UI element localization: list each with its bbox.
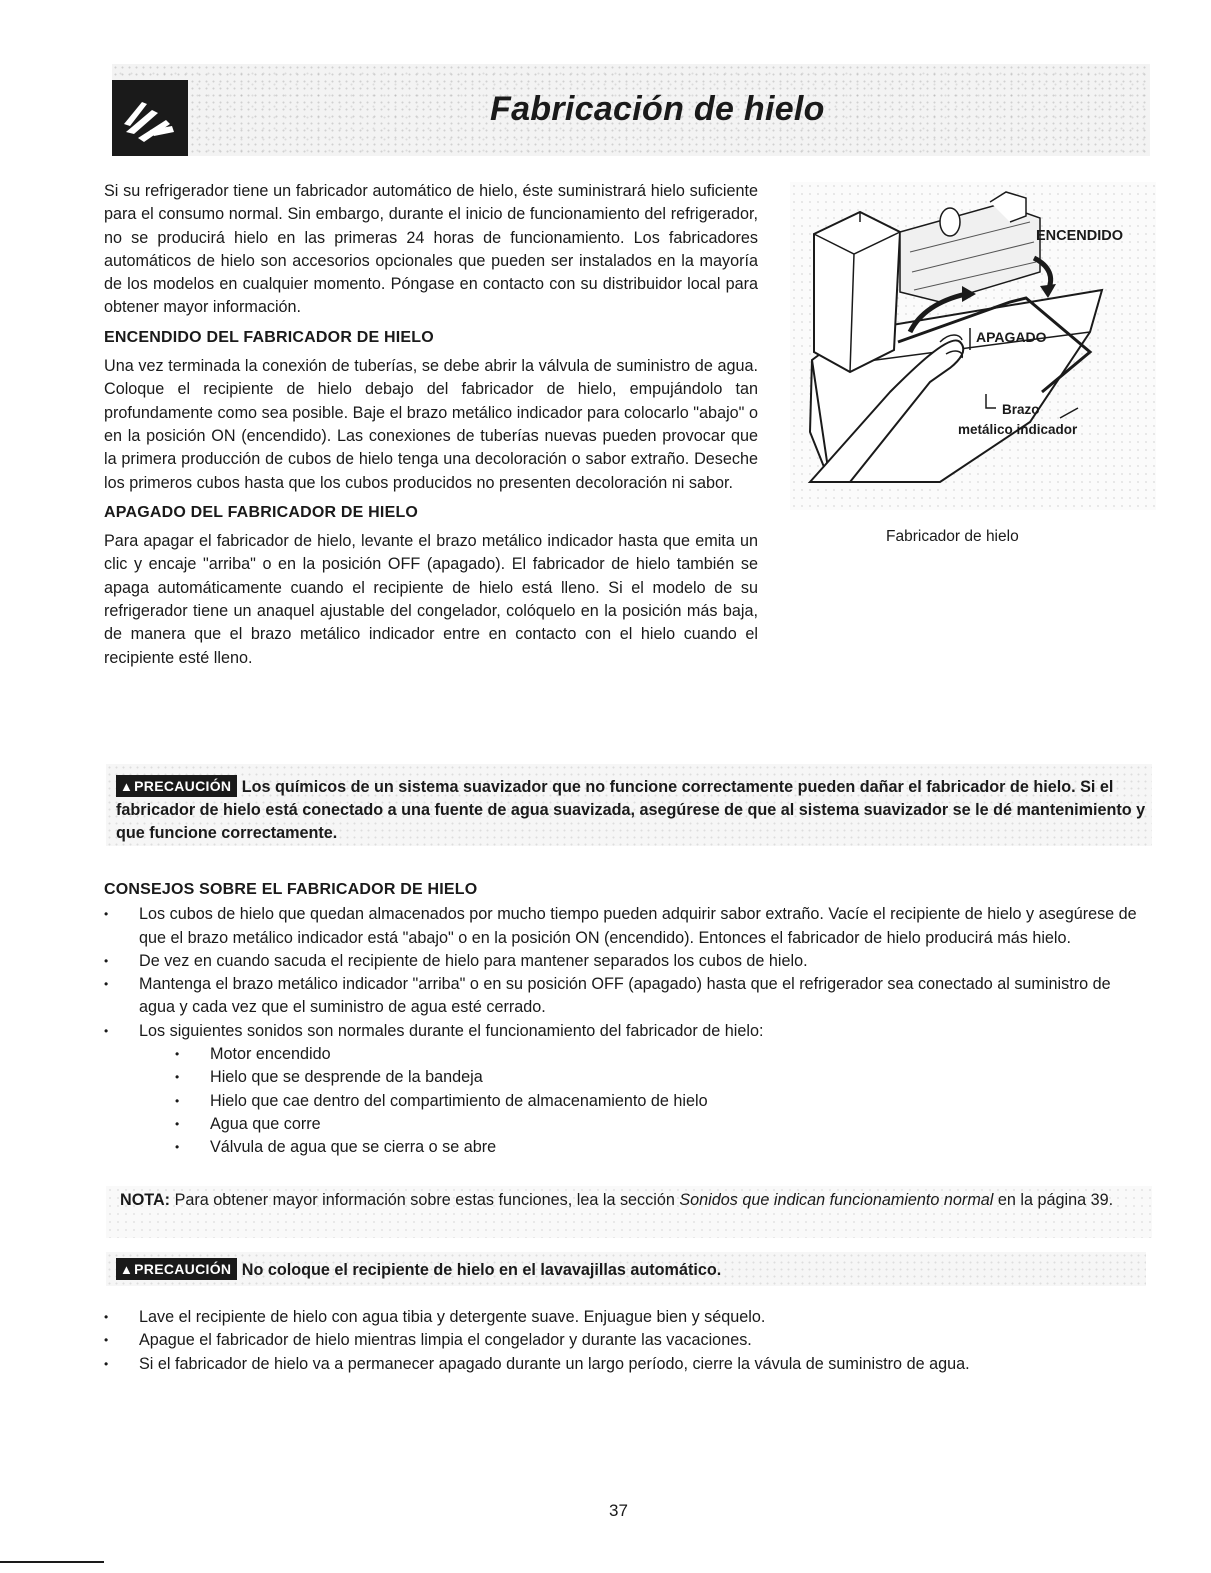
sound-item: • Agua que corre (139, 1113, 1150, 1136)
list-item: • Los cubos de hielo que quedan almacenados por mucho tiempo pueden adquirir sabor extraño. Vacíe el recipiente de hielo y asegúrese de que el brazo metálico indicador está "abajo" o en la posición ON (encendido). Entonces el fabricador de hielo producirá más hielo. (104, 903, 1150, 950)
note-text-before: Para obtener mayor información sobre estas funciones, lea la sección (174, 1191, 675, 1209)
note-box (106, 1186, 1152, 1238)
caution-badge: ▲PRECAUCIÓN (116, 775, 237, 797)
sound-item: • Hielo que se desprende de la bandeja (139, 1066, 1150, 1089)
section-body-on: Una vez terminada la conexión de tuberías, se debe abrir la válvula de suministro de agua. Coloque el recipiente de hielo debajo del fabricador de hielo, empujándolo tan profundamente como sea posible. Baje el brazo metálico indicador para colocarlo "abajo" o en la posición ON (encendido). Las conexiones de tuberías nuevas pueden provocar que la primera producción de cubos de hielo tenga una decoloración o sabor extraño. Deseche los primeros cubos hasta que los cubos producidos no presenten decoloración ni sabor. (104, 357, 758, 492)
sound-item: • Hielo que cae dentro del compartimiento de almacenamiento de hielo (139, 1090, 1150, 1113)
section-heading-off: APAGADO DEL FABRICADOR DE HIELO (104, 503, 419, 521)
list-item: • Mantenga el brazo metálico indicador "arriba" o en su posición OFF (apagado) hasta que el refrigerador sea conectado al suministro de agua y cada vez que el suministro de agua esté cerrado. (104, 973, 1150, 1020)
figure-caption: Fabricador de hielo (886, 528, 1019, 545)
tips-list (104, 903, 1150, 1159)
list-item: • De vez en cuando sacuda el recipiente de hielo para mantener separados los cubos de hielo. (104, 950, 1150, 973)
section-heading-on: ENCENDIDO DEL FABRICADOR DE HIELO (104, 328, 434, 346)
care-list (104, 1306, 1154, 1376)
caution-box-softener (106, 764, 1152, 846)
label-arm-1: Brazo (1002, 402, 1040, 417)
list-item: • Lave el recipiente de hielo con agua tibia y detergente suave. Enjuague bien y séquelo. (104, 1306, 1154, 1329)
sound-item: • Válvula de agua que se cierra o se abre (139, 1136, 1150, 1159)
note-text-after: en la página 39. (997, 1191, 1114, 1209)
page-number: 37 (609, 1501, 628, 1520)
caution-text-softener: Los químicos de un sistema suavizador que no funcione correctamente pueden dañar el fabricador de hielo. Si el fabricador de hielo está conectado a una fuente de agua suavizada, asegúrese de que al sistema suavizador se le dé mantenimiento y que funcione correctamente. (116, 778, 1146, 842)
label-off: APAGADO (976, 329, 1047, 345)
footer-rule (0, 1561, 104, 1563)
list-item-text: Los siguientes sonidos son normales durante el funcionamiento del fabricador de hielo: (139, 1021, 764, 1040)
sound-item: • Motor encendido (139, 1043, 1150, 1066)
warning-triangle-icon: ▲ (120, 1262, 134, 1277)
note-label: NOTA: (120, 1191, 171, 1209)
note-section-reference: Sonidos que indican funcionamiento normal (679, 1191, 994, 1209)
page-title: Fabricación de hielo (490, 90, 825, 128)
care-section (104, 1306, 1154, 1376)
tips-heading: CONSEJOS SOBRE EL FABRICADOR DE HIELO (104, 881, 478, 898)
sounds-list (139, 1043, 1150, 1159)
caution-text-dishwasher: No coloque el recipiente de hielo en el lavavajillas automático. (241, 1261, 722, 1279)
warning-triangle-icon: ▲ (120, 779, 134, 794)
ice-maker-illustration (790, 182, 1156, 510)
list-item: • Apague el fabricador de hielo mientras limpia el congelador y durante las vacaciones. (104, 1329, 1154, 1352)
list-item: • Si el fabricador de hielo va a permanecer apagado durante un largo período, cierre la vávula de suministro de agua. (104, 1353, 1154, 1376)
main-text-column (104, 180, 758, 676)
intro-paragraph: Si su refrigerador tiene un fabricador automático de hielo, éste suministrará hielo suficiente para el consumo normal. Sin embargo, durante el inicio de funcionamiento del refrigerador, no se producirá hielo en las primeras 24 horas de funcionamiento. Los fabricadores automáticos de hielo son accesorios opcionales que pueden ser instalados en la mayoría de los modelos en cualquier momento. Póngase en contacto con su distribuidor local para obtener mayor información. (104, 182, 758, 317)
caution-badge: ▲PRECAUCIÓN (116, 1258, 237, 1280)
tips-section (104, 878, 1150, 1160)
ice-maker-housing (814, 212, 900, 372)
ice-maker-section-icon (112, 80, 188, 156)
list-item (104, 1020, 1150, 1160)
caution-box-dishwasher (106, 1252, 1146, 1286)
label-arm-2: metálico indicador (958, 422, 1078, 437)
label-on: ENCENDIDO (1036, 228, 1124, 244)
section-body-off: Para apagar el fabricador de hielo, levante el brazo metálico indicador hasta que emita un clic y encaje "arriba" o en la posición OFF (apagado). El fabricador de hielo también se apaga automáticamente cuando el recipiente de hielo está lleno. Si el modelo de su refrigerador tiene un anaquel ajustable del congelador, colóquelo en la posición más baja, de manera que el brazo metálico indicador entre en contacto con el hielo cuando el recipiente esté lleno. (104, 532, 758, 667)
